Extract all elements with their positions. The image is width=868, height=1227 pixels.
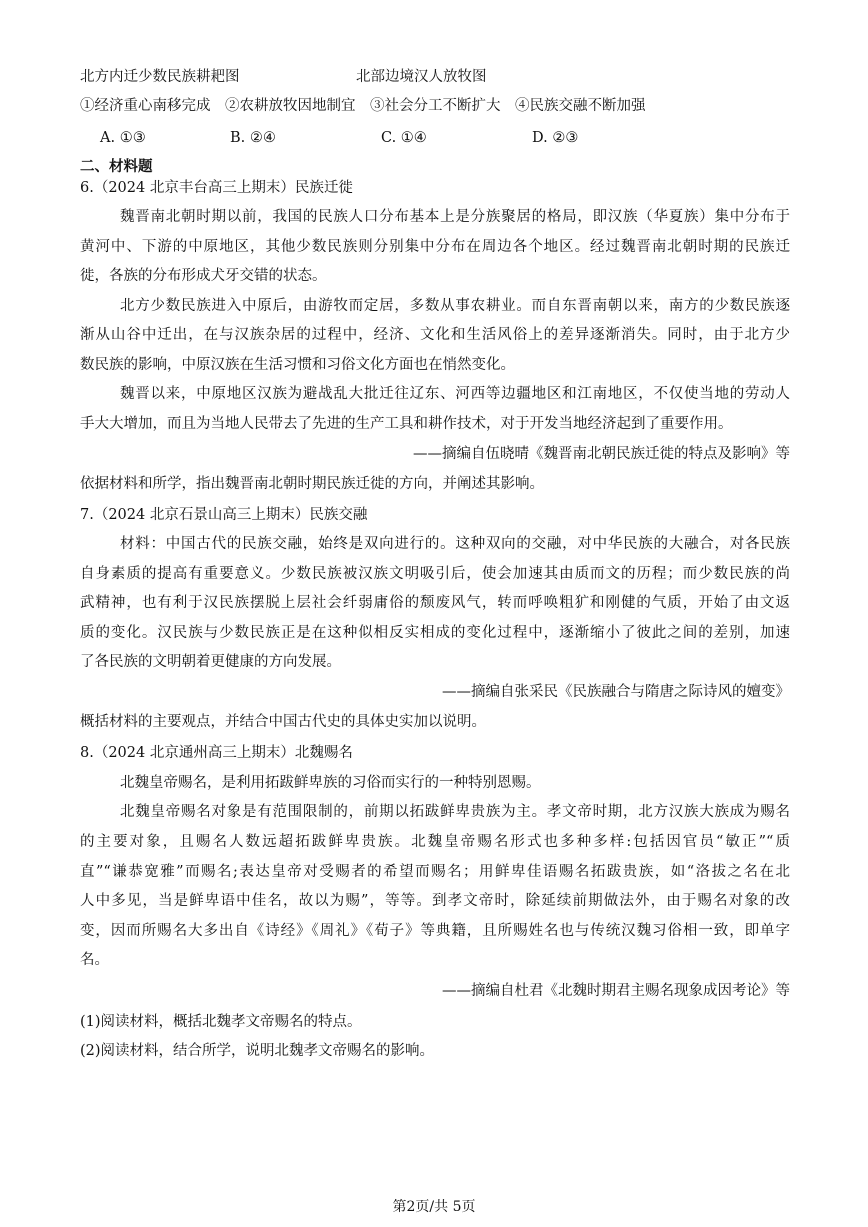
q5-statements: ①经济重心南移完成 ②农耕放牧因地制宜 ③社会分工不断扩大 ④民族交融不断加强 xyxy=(80,98,646,114)
q6-p3-line: 手大大增加，而且为当地人民带去了先进的生产工具和耕作技术，对于开发当地经济起到了重要作用。 xyxy=(80,416,733,432)
q6-p2-line: 北方少数民族进入中原后，由游牧而定居，多数从事农耕业。而自东晋南朝以来，南方的少数民族逐 xyxy=(120,298,790,314)
q7-p1-line: 材料：中国古代的民族交融，始终是双向进行的。这种双向的交融，对中华民族的大融合，对各民族 xyxy=(120,536,790,552)
q6-p1-line: 黄河中、下游的中原地区，其他少数民族则分别集中分布在周边各个地区。经过魏晋南北朝时期的民族迁 xyxy=(80,239,790,255)
q5-option-c: C. ①④ xyxy=(381,130,427,146)
q7-question: 概括材料的主要观点，并结合中国古代史的具体史实加以说明。 xyxy=(80,714,486,730)
q8-p2-line: 的主要对象，且赐名人数远超拓跋鲜卑贵族。北魏皇帝赐名形式也多种多样:包括因官员“敏正”“质 xyxy=(80,834,790,850)
q6-p2-line: 数民族的影响，中原汉族在生活习惯和习俗文化方面也在悄然变化。 xyxy=(80,357,515,373)
q8-p2-line: 人中多见，当是鲜卑语中佳名，故以为赐”，等等。到孝文帝时，除延续前期做法外，由于赐名对象的改 xyxy=(80,893,790,909)
caption-left: 北方内迁少数民族耕耙图 xyxy=(80,69,240,85)
q8-question-2: (2)阅读材料，结合所学，说明北魏孝文帝赐名的影响。 xyxy=(80,1043,435,1059)
q8-p2-line: 变，因而所赐名大多出自《诗经》《周礼》《荀子》等典籍，且所赐姓名也与传统汉魏习俗相一致，即单字 xyxy=(80,923,790,939)
q8-p2-line: 名。 xyxy=(80,952,109,968)
caption-right: 北部边境汉人放牧图 xyxy=(356,69,487,85)
q8-p1: 北魏皇帝赐名，是利用拓跋鲜卑族的习俗而实行的一种特别恩赐。 xyxy=(120,775,541,791)
q8-p2-line: 北魏皇帝赐名对象是有范围限制的，前期以拓跋鲜卑贵族为主。孝文帝时期，北方汉族大族成为赐名 xyxy=(120,804,790,820)
section-title: 二、材料题 xyxy=(80,158,153,175)
q8-header: 8.（2024 北京通州高三上期末）北魏赐名 xyxy=(80,745,353,761)
q7-source: ——摘编自张采民《民族融合与隋唐之际诗风的嬗变》 xyxy=(442,684,790,700)
q7-p1-line: 了各民族的文明朝着更健康的方向发展。 xyxy=(80,654,341,670)
q7-p1-line: 质的变化。汉民族与少数民族正是在这种似相反实相成的变化过程中，逐渐缩小了彼此之间的差别，加速 xyxy=(80,625,790,641)
q6-p1-line: 魏晋南北朝时期以前，我国的民族人口分布基本上是分族聚居的格局，即汉族（华夏族）集中分布于 xyxy=(120,209,790,225)
q6-question: 依据材料和所学，指出魏晋南北朝时期民族迁徙的方向，并阐述其影响。 xyxy=(80,476,544,492)
q6-source: ——摘编自伍晓晴《魏晋南北朝民族迁徙的特点及影响》等 xyxy=(413,446,790,462)
q5-option-d: D. ②③ xyxy=(532,130,579,146)
q6-header: 6.（2024 北京丰台高三上期末）民族迁徙 xyxy=(80,180,353,196)
q7-header: 7.（2024 北京石景山高三上期末）民族交融 xyxy=(80,507,368,523)
q5-option-a: A. ①③ xyxy=(100,130,146,146)
q6-p3-line: 魏晋以来，中原地区汉族为避战乱大批迁往辽东、河西等边疆地区和江南地区，不仅使当地的劳动人 xyxy=(120,386,790,402)
page-number: 第2页/共 5页 xyxy=(392,1199,476,1215)
q7-p1-line: 自身素质的提高有重要意义。少数民族被汉族文明吸引后，使会加速其由质而文的历程；而少数民族的尚 xyxy=(80,566,790,582)
q8-question-1: (1)阅读材料，概括北魏孝文帝赐名的特点。 xyxy=(80,1014,362,1030)
q8-p2-line: 直”“谦恭宽雅”而赐名;表达皇帝对受赐者的希望而赐名；用鲜卑佳语赐名拓跋贵族，如“洛拔之名在北 xyxy=(80,864,790,880)
q7-p1-line: 武精神，也有利于汉民族摆脱上层社会纤弱庸俗的颓废风气，转而呼唤粗犷和刚健的气质，开始了由文返 xyxy=(80,595,790,611)
q5-option-b: B. ②④ xyxy=(230,130,276,146)
q6-p2-line: 渐从山谷中迁出，在与汉族杂居的过程中，经济、文化和生活风俗上的差异逐渐消失。同时，由于北方少 xyxy=(80,327,790,343)
q8-source: ——摘编自杜君《北魏时期君主赐名现象成因考论》等 xyxy=(442,983,790,999)
q6-p1-line: 徙，各族的分布形成犬牙交错的状态。 xyxy=(80,268,327,284)
